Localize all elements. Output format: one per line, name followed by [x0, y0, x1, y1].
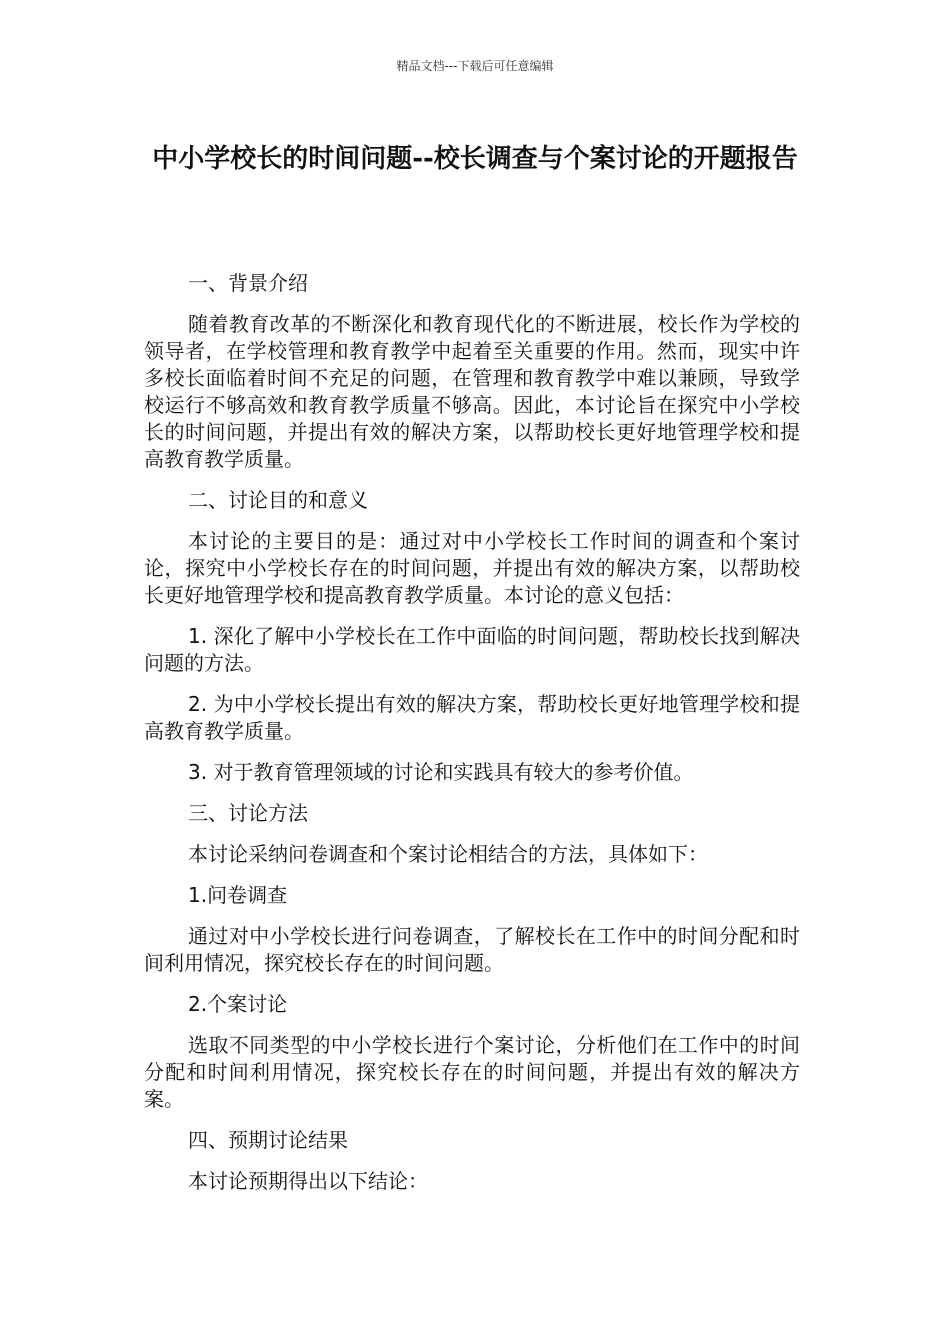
list-item-significance-2: 2. 为中小学校长提出有效的解决方案，帮助校长更好地管理学校和提高教育教学质量。	[144, 692, 800, 743]
section-heading-methods: 三、讨论方法	[188, 801, 308, 825]
paragraph-case-study: 选取不同类型的中小学校长进行个案讨论，分析他们在工作中的时间分配和时间利用情况，探究校长存在的时间问题，并提出有效的解决方案。	[144, 1033, 800, 1111]
paragraph-purpose: 本讨论的主要目的是：通过对中小学校长工作时间的调查和个案讨论，探究中小学校长存在的时间问题，并提出有效的解决方案，以帮助校长更好地管理学校和提高教育教学质量。本讨论的意义包括：	[144, 529, 800, 607]
paragraph-background: 随着教育改革的不断深化和教育现代化的不断进展，校长作为学校的领导者，在学校管理和教育教学中起着至关重要的作用。然而，现实中许多校长面临着时间不充足的问题，在管理和教育教学中难以兼顾，导致学校运行不够高效和教育教学质量不够高。因此，本讨论旨在探究中小学校长的时间问题，并提出有效的解决方案，以帮助校长更好地管理学校和提高教育教学质量。	[144, 312, 800, 471]
document-title: 中小学校长的时间问题--校长调查与个案讨论的开题报告	[152, 144, 798, 174]
section-heading-expected-results: 四、预期讨论结果	[188, 1128, 348, 1152]
subheading-survey: 1.问卷调查	[188, 883, 288, 907]
header-note: 精品文档---下载后可任意编辑	[396, 59, 554, 73]
subheading-case-study: 2.个案讨论	[188, 992, 288, 1016]
section-heading-purpose: 二、讨论目的和意义	[188, 488, 368, 512]
paragraph-survey: 通过对中小学校长进行问卷调查，了解校长在工作中的时间分配和时间利用情况，探究校长存在的时间问题。	[144, 924, 800, 975]
paragraph-expected-results: 本讨论预期得出以下结论：	[188, 1169, 428, 1193]
list-item-significance-3: 3. 对于教育管理领域的讨论和实践具有较大的参考价值。	[188, 760, 694, 784]
paragraph-methods: 本讨论采纳问卷调查和个案讨论相结合的方法，具体如下：	[188, 842, 708, 866]
list-item-significance-1: 1. 深化了解中小学校长在工作中面临的时间问题，帮助校长找到解决问题的方法。	[144, 624, 800, 675]
section-heading-background: 一、背景介绍	[188, 271, 308, 295]
document-body	[144, 270, 800, 1209]
